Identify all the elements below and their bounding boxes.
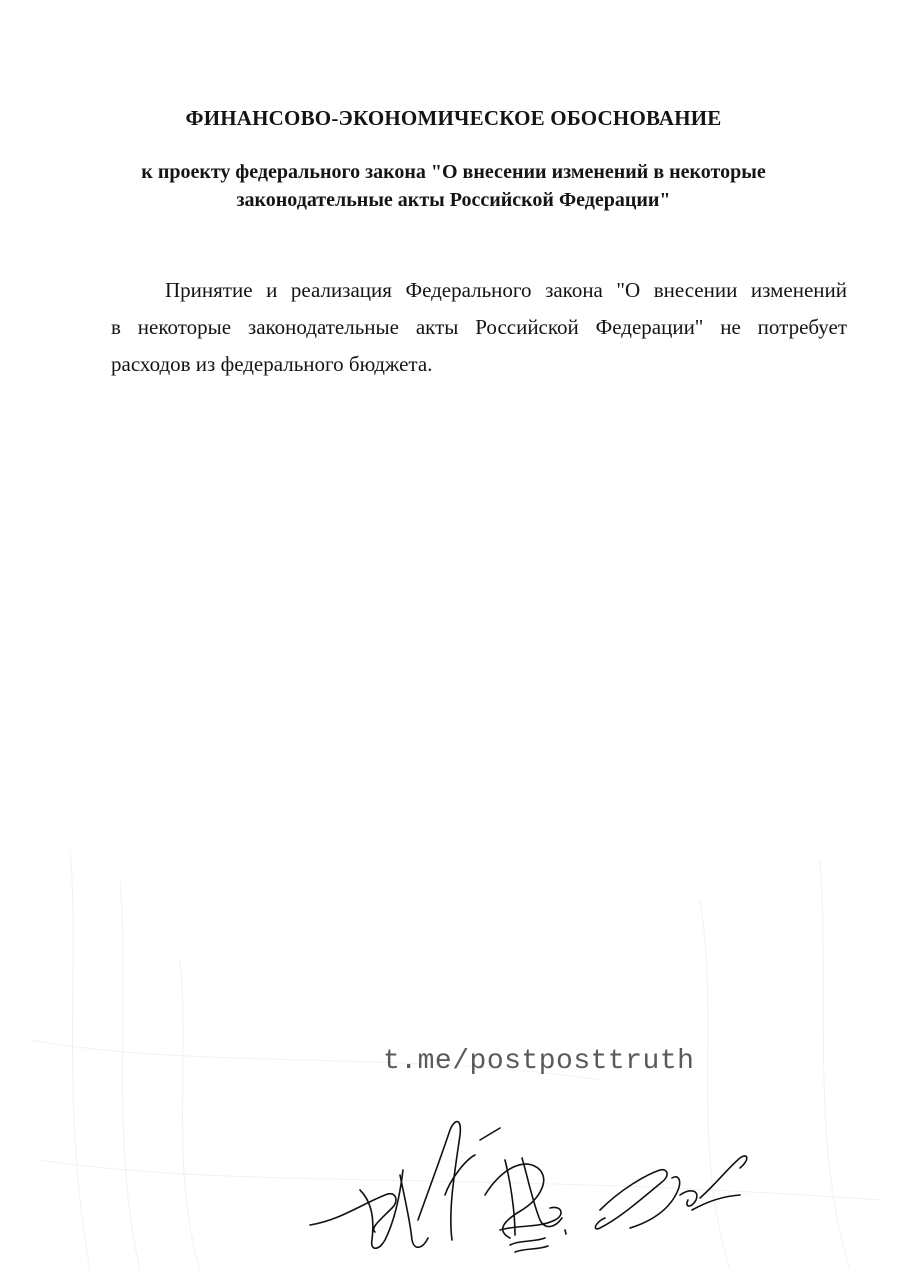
signatures-icon xyxy=(300,1100,760,1270)
document-subtitle xyxy=(100,158,807,214)
body-paragraph-line: в некоторые законодательные акты Российской Федерации" не потребует xyxy=(111,315,847,339)
watermark-text: t.me/postposttruth xyxy=(383,1046,695,1077)
body-paragraph-line: расходов из федерального бюджета. xyxy=(111,352,433,376)
subtitle-line: законодательные акты Российской Федерации" xyxy=(236,189,671,211)
document-title: ФИНАНСОВО-ЭКОНОМИЧЕСКОЕ ОБОСНОВАНИЕ xyxy=(185,106,722,130)
document-body xyxy=(111,272,847,383)
subtitle-line: к проекту федерального закона "О внесении изменений в некоторые xyxy=(141,161,766,183)
body-paragraph-line: Принятие и реализация Федерального закона "О внесении изменений xyxy=(165,278,847,302)
